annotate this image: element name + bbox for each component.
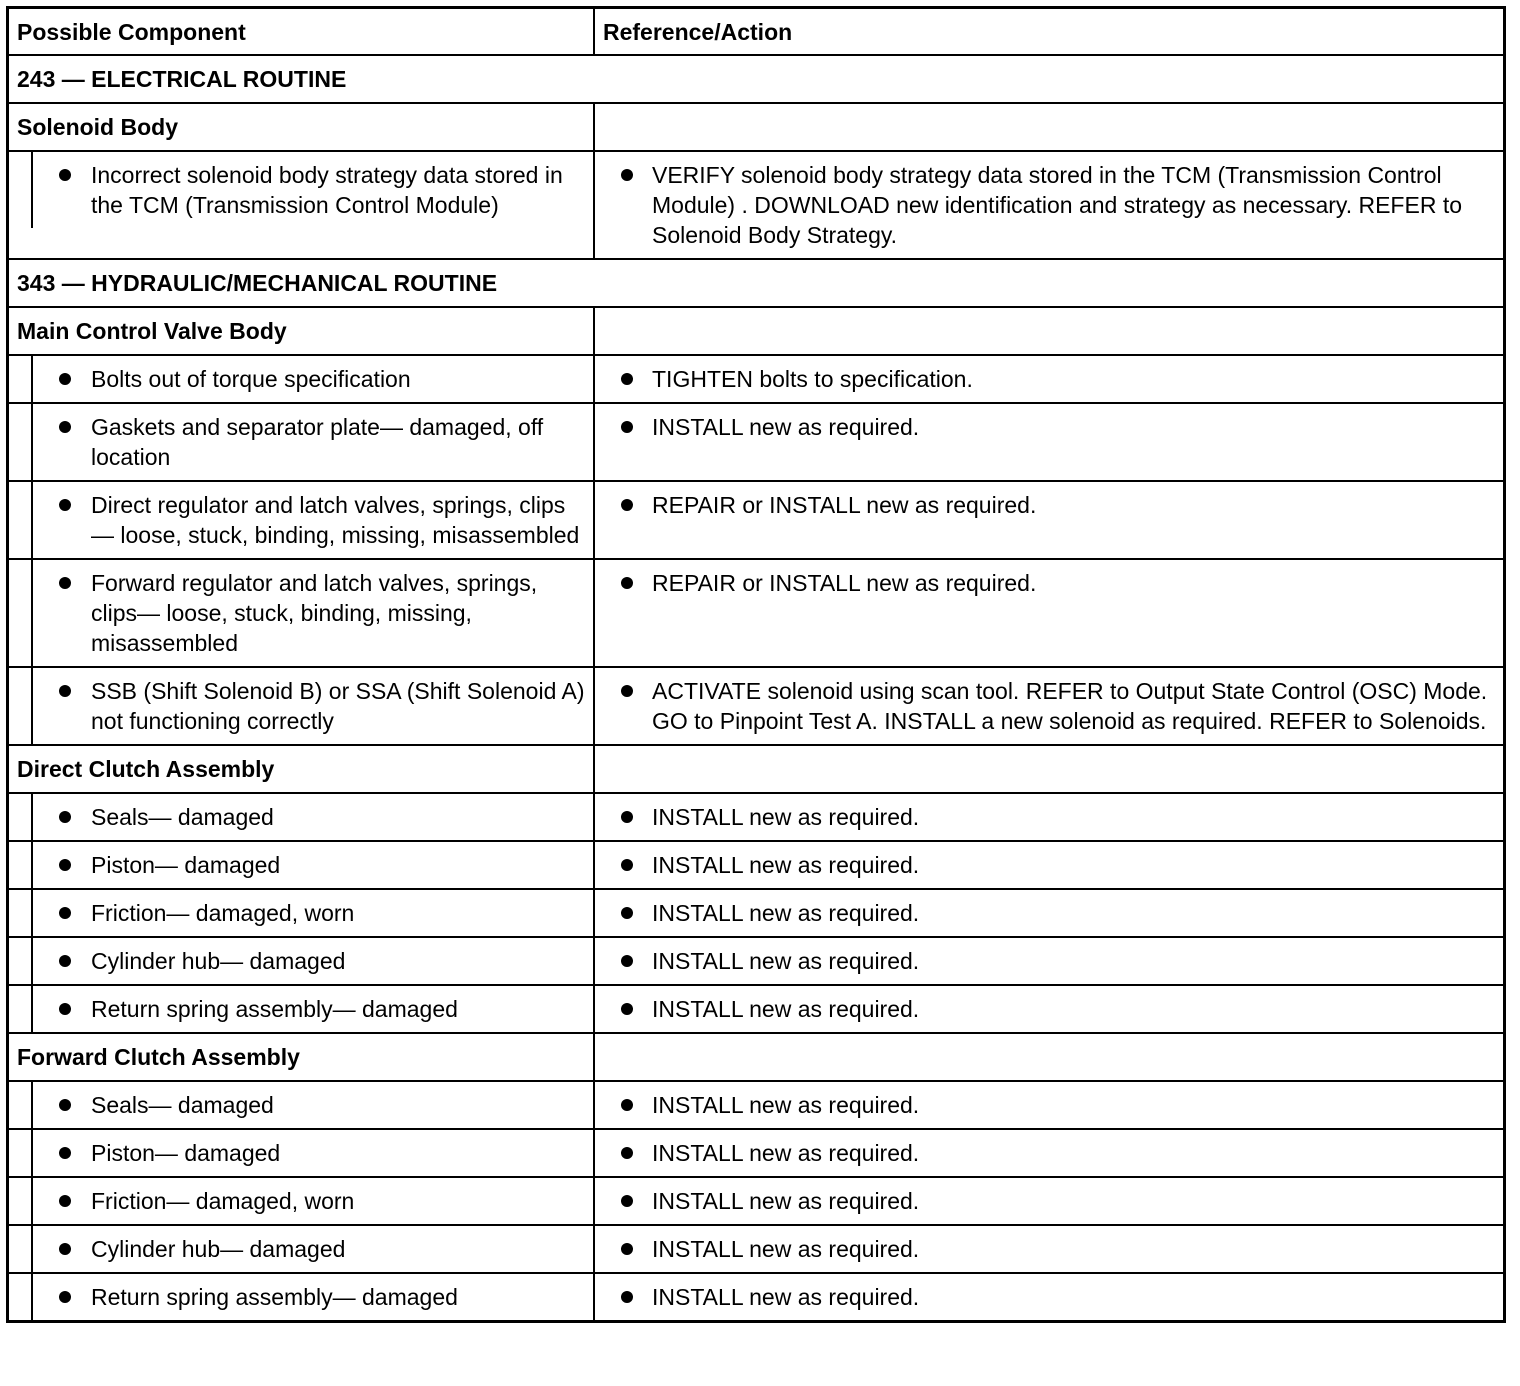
action-text: ACTIVATE solenoid using scan tool. REFER to Output State Control (OSC) Mode. GO to Pinpoint Test A. INSTALL a new solenoid as required. REFER to Solenoids.	[652, 678, 1488, 734]
table-row	[9, 793, 1503, 841]
bullet-icon	[621, 577, 633, 589]
group-row	[9, 1033, 1503, 1081]
indent-gutter	[9, 482, 33, 558]
indent-gutter	[9, 986, 33, 1032]
action-text: INSTALL new as required.	[652, 414, 920, 440]
bullet-icon	[621, 1291, 633, 1303]
action-text: INSTALL new as required.	[652, 1140, 920, 1166]
component-text: Cylinder hub— damaged	[91, 1236, 346, 1262]
bullet-icon	[621, 499, 633, 511]
group-name: Direct Clutch Assembly	[9, 745, 594, 793]
bullet-icon	[59, 685, 71, 697]
action-text: INSTALL new as required.	[652, 1188, 920, 1214]
bullet-icon	[621, 1243, 633, 1255]
indent-gutter	[9, 1274, 33, 1320]
bullet-icon	[59, 859, 71, 871]
group-name: Solenoid Body	[9, 103, 594, 151]
indent-gutter	[9, 890, 33, 936]
bullet-icon	[59, 169, 71, 181]
section-row	[9, 259, 1503, 307]
bullet-icon	[59, 1099, 71, 1111]
indent-gutter	[9, 938, 33, 984]
table-row	[9, 1081, 1503, 1129]
group-action-empty	[594, 103, 1503, 151]
component-text: Piston— damaged	[91, 852, 281, 878]
component-text: Cylinder hub— damaged	[91, 948, 346, 974]
indent-gutter	[9, 404, 33, 480]
indent-gutter	[9, 152, 33, 228]
action-text: INSTALL new as required.	[652, 852, 920, 878]
table-row	[9, 481, 1503, 559]
bullet-icon	[621, 859, 633, 871]
table-row	[9, 559, 1503, 667]
bullet-icon	[59, 1195, 71, 1207]
table-row	[9, 1273, 1503, 1320]
section-row	[9, 55, 1503, 103]
diagnostic-table	[6, 6, 1506, 1323]
bullet-icon	[59, 955, 71, 967]
table-row	[9, 889, 1503, 937]
bullet-icon	[621, 685, 633, 697]
action-text: VERIFY solenoid body strategy data stored in the TCM (Transmission Control Module) . DOWNLOAD new identification and strategy as necessary. REFER to Solenoid Body Strategy.	[652, 162, 1463, 248]
component-text: Forward regulator and latch valves, springs, clips— loose, stuck, binding, missing, misassembled	[91, 570, 538, 656]
table-row	[9, 355, 1503, 403]
indent-gutter	[9, 1178, 33, 1224]
group-name: Forward Clutch Assembly	[9, 1033, 594, 1081]
indent-gutter	[9, 1226, 33, 1272]
bullet-icon	[59, 1291, 71, 1303]
component-text: Bolts out of torque specification	[91, 366, 411, 392]
action-text: REPAIR or INSTALL new as required.	[652, 492, 1037, 518]
action-text: INSTALL new as required.	[652, 1236, 920, 1262]
group-row	[9, 307, 1503, 355]
table-row	[9, 403, 1503, 481]
table-row	[9, 1129, 1503, 1177]
section-title: 343 — HYDRAULIC/MECHANICAL ROUTINE	[9, 259, 1503, 307]
bullet-icon	[621, 1099, 633, 1111]
bullet-icon	[59, 373, 71, 385]
bullet-icon	[59, 421, 71, 433]
bullet-icon	[621, 1195, 633, 1207]
action-text: REPAIR or INSTALL new as required.	[652, 570, 1037, 596]
component-text: Gaskets and separator plate— damaged, off location	[91, 414, 544, 470]
indent-gutter	[9, 1082, 33, 1128]
table-row	[9, 937, 1503, 985]
component-action-table	[9, 9, 1503, 1320]
table-row	[9, 985, 1503, 1033]
group-action-empty	[594, 745, 1503, 793]
indent-gutter	[9, 560, 33, 666]
table-row	[9, 841, 1503, 889]
indent-gutter	[9, 356, 33, 402]
group-action-empty	[594, 307, 1503, 355]
component-text: Friction— damaged, worn	[91, 1188, 355, 1214]
bullet-icon	[59, 907, 71, 919]
action-text: INSTALL new as required.	[652, 948, 920, 974]
action-text: TIGHTEN bolts to specification.	[652, 366, 973, 392]
action-text: INSTALL new as required.	[652, 1092, 920, 1118]
action-text: INSTALL new as required.	[652, 996, 920, 1022]
bullet-icon	[621, 169, 633, 181]
action-text: INSTALL new as required.	[652, 1284, 920, 1310]
indent-gutter	[9, 794, 33, 840]
group-action-empty	[594, 1033, 1503, 1081]
header-action: Reference/Action	[594, 9, 1503, 55]
bullet-icon	[59, 1147, 71, 1159]
table-header-row	[9, 9, 1503, 55]
group-name: Main Control Valve Body	[9, 307, 594, 355]
component-text: Seals— damaged	[91, 804, 274, 830]
group-row	[9, 745, 1503, 793]
component-text: SSB (Shift Solenoid B) or SSA (Shift Solenoid A) not functioning correctly	[91, 678, 585, 734]
bullet-icon	[59, 499, 71, 511]
table-row	[9, 151, 1503, 259]
component-text: Direct regulator and latch valves, springs, clips— loose, stuck, binding, missing, misassembled	[91, 492, 580, 548]
action-text: INSTALL new as required.	[652, 900, 920, 926]
action-text: INSTALL new as required.	[652, 804, 920, 830]
indent-gutter	[9, 1130, 33, 1176]
bullet-icon	[621, 1003, 633, 1015]
indent-gutter	[9, 842, 33, 888]
table-row	[9, 667, 1503, 745]
bullet-icon	[59, 1003, 71, 1015]
bullet-icon	[621, 1147, 633, 1159]
component-text: Seals— damaged	[91, 1092, 274, 1118]
bullet-icon	[59, 811, 71, 823]
component-text: Return spring assembly— damaged	[91, 996, 458, 1022]
group-row	[9, 103, 1503, 151]
section-title: 243 — ELECTRICAL ROUTINE	[9, 55, 1503, 103]
bullet-icon	[621, 955, 633, 967]
bullet-icon	[621, 421, 633, 433]
table-row	[9, 1177, 1503, 1225]
table-row	[9, 1225, 1503, 1273]
component-text: Piston— damaged	[91, 1140, 281, 1166]
bullet-icon	[621, 811, 633, 823]
component-text: Friction— damaged, worn	[91, 900, 355, 926]
bullet-icon	[621, 373, 633, 385]
bullet-icon	[59, 577, 71, 589]
bullet-icon	[59, 1243, 71, 1255]
component-text: Incorrect solenoid body strategy data stored in the TCM (Transmission Control Module)	[91, 162, 563, 218]
indent-gutter	[9, 668, 33, 744]
header-component: Possible Component	[9, 9, 594, 55]
component-text: Return spring assembly— damaged	[91, 1284, 458, 1310]
bullet-icon	[621, 907, 633, 919]
